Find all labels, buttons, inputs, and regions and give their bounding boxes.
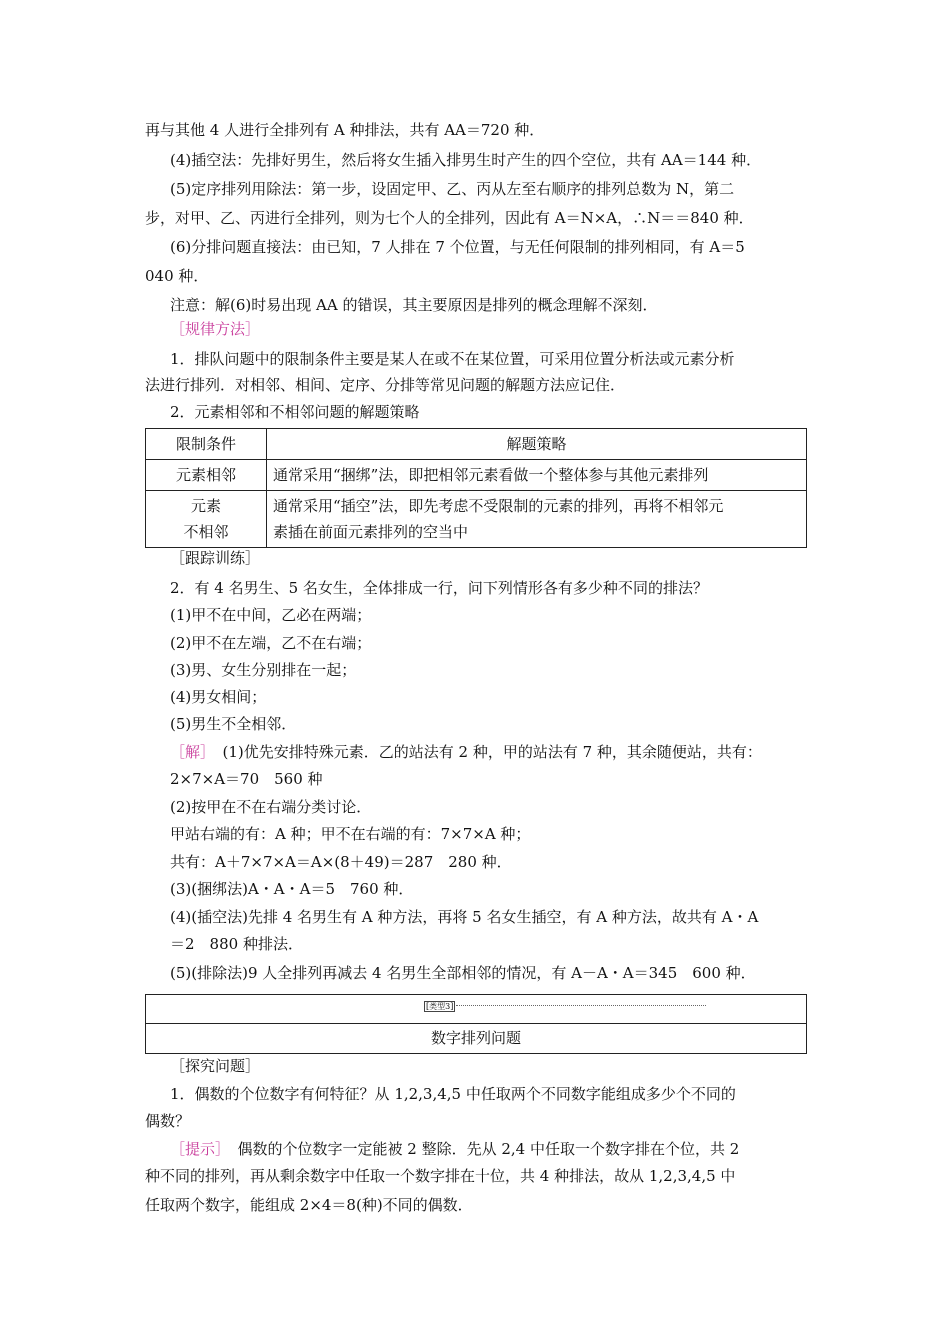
table-cell: 元素相邻 <box>146 460 267 491</box>
text-line: 步，对甲、乙、丙进行全排列，则为七个人的全排列，因此有 A＝N×A，∴N＝＝840 种． <box>145 209 754 227</box>
solution-line: 甲站右端的有：A 种；甲不在右端的有：7×7×A 种； <box>170 825 531 843</box>
table-cell: 通常采用“捆绑”法，即把相邻元素看做一个整体参与其他元素排列 <box>267 460 807 491</box>
question-item: (1)甲不在中间，乙必在两端； <box>170 606 372 624</box>
text-line: (6)分排问题直接法：由已知，7 人排在 7 个位置，与无任何限制的排列相同，有 A＝5 <box>170 238 745 256</box>
question-item: (2)甲不在左端，乙不在右端； <box>170 634 372 652</box>
type-label: [类型3] <box>426 1002 454 1011</box>
question-line: 1．偶数的个位数字有何特征？从 1,2,3,4,5 中任取两个不同数字能组成多少个不同的 <box>170 1085 736 1103</box>
section-tag-practice: ［跟踪训练］ <box>170 549 261 567</box>
cell-line: 通常采用“插空”法，即先考虑不受限制的元素的排列，再将不相邻元 <box>273 497 724 515</box>
section-tag-rules: ［规律方法］ <box>170 320 261 338</box>
table-row <box>146 491 807 548</box>
section-tag-explore: ［探究问题］ <box>170 1057 261 1075</box>
text-line: 再与其他 4 人进行全排列有 A 种排法，共有 AA＝720 种． <box>145 121 545 139</box>
hint-line <box>170 1136 835 1162</box>
hint-tag: ［提示］ <box>170 1140 223 1158</box>
text-line: 1．排队问题中的限制条件主要是某人在或不在某位置，可采用位置分析法或元素分析 <box>170 350 735 368</box>
table-header-cell: 解题策略 <box>267 429 807 460</box>
text-line: 2．元素相邻和不相邻问题的解题策略 <box>170 403 420 421</box>
solution-line <box>170 739 835 765</box>
cell-line: 不相邻 <box>183 523 229 541</box>
solution-line: (2)按甲在不在右端分类讨论． <box>170 798 372 816</box>
type-heading-box <box>145 994 807 1054</box>
text-line: 040 种． <box>145 267 209 285</box>
hint-line: 任取两个数字，能组成 2×4＝8(种)不同的偶数． <box>145 1196 473 1214</box>
cell-line: 元素 <box>190 497 221 515</box>
hint-line: 种不同的排列，再从剩余数字中任取一个数字排在十位，共 4 种排法，故从 1,2,3,4,5 中 <box>145 1167 736 1185</box>
text-line: (5)定序排列用除法：第一步，设固定甲、乙、丙从左至右顺序的排列总数为 N，第二 <box>170 180 735 198</box>
strategy-table <box>145 428 807 548</box>
text-line: (4)插空法：先排好男生，然后将女生插入排男生时产生的四个空位，共有 AA＝144 种． <box>170 151 762 169</box>
type-heading-title: 数字排列问题 <box>430 1029 521 1047</box>
solution-line: 2×7×A＝70 560 种 <box>170 770 323 788</box>
question-line: 偶数？ <box>145 1112 191 1130</box>
question-item: (4)男女相间； <box>170 688 267 706</box>
solution-text: (1)优先安排特殊元素．乙的站法有 2 种，甲的站法有 7 种，其余随便站，共有： <box>207 743 762 761</box>
table-cell <box>267 491 807 548</box>
solution-tag: ［解］ <box>170 743 208 761</box>
text-line: 法进行排列．对相邻、相间、定序、分排等常见问题的解题方法应记住． <box>145 376 626 394</box>
solution-line: 共有：A＋7×7×A＝A×(8＋49)＝287 280 种． <box>170 853 512 871</box>
question-line: 2．有 4 名男生、5 名女生，全体排成一行，问下列情形各有多少种不同的排法？ <box>170 579 708 597</box>
table-header-row <box>146 429 807 460</box>
question-item: (3)男、女生分别排在一起； <box>170 661 357 679</box>
table-header-cell: 限制条件 <box>146 429 267 460</box>
note-line: 注意：解(6)时易出现 AA 的错误，其主要原因是排列的概念理解不深刻． <box>170 296 658 314</box>
table-row <box>146 460 807 491</box>
hint-text: 偶数的个位数字一定能被 2 整除．先从 2,4 中任取一个数字排在个位，共 2 <box>222 1140 740 1158</box>
cell-line: 素插在前面元素排列的空当中 <box>273 523 469 541</box>
solution-line: (5)(排除法)9 人全排列再减去 4 名男生全部相邻的情况，有 A－A・A＝345 600 种． <box>170 964 756 982</box>
type-heading-top <box>146 995 806 1024</box>
solution-line: ＝2 880 种排法． <box>170 935 303 953</box>
table-cell <box>146 491 267 548</box>
dotted-rule <box>456 1005 706 1006</box>
solution-line: (4)(插空法)先排 4 名男生有 A 种方法，再将 5 名女生插空，有 A 种方法，故共有 A・A <box>170 908 759 926</box>
question-item: (5)男生不全相邻． <box>170 715 297 733</box>
solution-line: (3)(捆绑法)A・A・A＝5 760 种． <box>170 880 414 898</box>
